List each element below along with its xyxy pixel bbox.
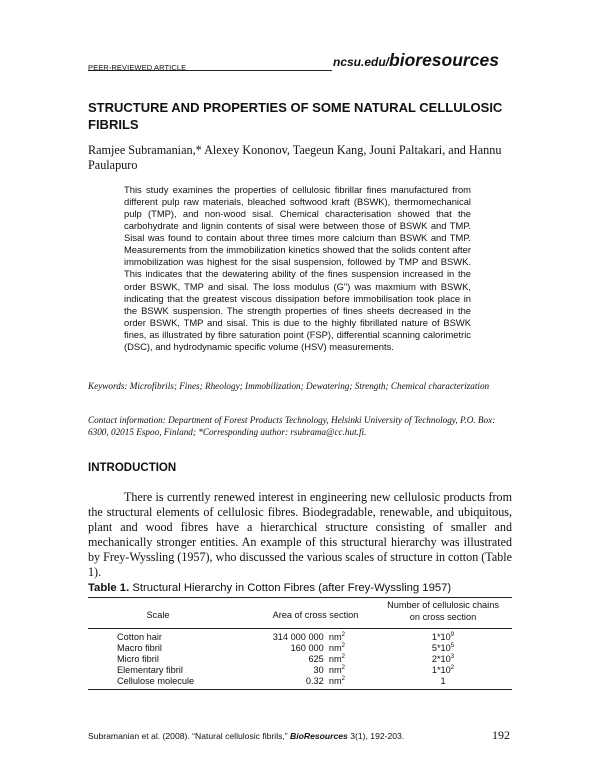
cell-area: 314 000 000 $nm^2$ (272, 632, 345, 642)
table-row (88, 676, 512, 687)
abstract: This study examines the properties of cellulosic fibrillar fines manufactured from different pulp raw materials, bleached softwood kraft (BSWK), thermomechanical pulp (TMP), and non-wood sisal. Chemical characterisation showed that the carbohydrate and lignin contents of sisal were between those of BSWK and TMP. Sisal was found to contain about three times more calcium than BSWK and TMP. Measurements from the immobilization kinetics showed that the solids content after immobilization was highest for the sisal suspension, followed by TMP and BSWK. This indicates that the dewatering ability of the fines suspension increased in the order BSWK, TMP and sisal. The loss modulus (G") was maxmium with BSWK, indicating that the greatest viscous dissipation before immobilisation took place in the BSWK suspension. The strength properties of fines sheets decreased in the order BSWK, TMP and sisal. This is due to the highly fibrillated nature of BSWK fines, as illustrated by fibre saturation point (FSP), differential scanning calorimetric (DSC), and hydrodynamic specific volume (HSV) measurements. (124, 184, 471, 352)
column-header-chains (383, 599, 503, 623)
cell-scale: Macro fibril (117, 643, 162, 653)
keywords: Keywords: Microfibrils; Fines; Rheology; Immobilization; Dewatering; Strength; Chemical characterization (88, 381, 490, 391)
cell-area: 0.32 $nm^2$ (305, 676, 345, 686)
journal-domain: ncsu.edu/ (333, 55, 390, 69)
column-header-scale: Scale (146, 610, 170, 620)
column-header-chains-line1: Number of cellulosic chains (387, 600, 499, 610)
cell-scale: Micro fibril (117, 654, 159, 664)
introduction-paragraph: There is currently renewed interest in engineering new cellulosic products from the structural elements of cellulosic fibres. Biodegradable, renewable, and ubiquitous, plant and wood fibres have a hierarchical structure consisting of smaller and mechanically stronger entities. An example of this structural hierarchy was illustrated by Frey-Wyssling (1957), who discussed the various scales of structure in cotton (Table 1). (88, 490, 512, 580)
cell-scale: Cellulose molecule (117, 676, 195, 686)
page-number: 192 (492, 728, 510, 742)
contact-information: Contact information: Department of Forest Products Technology, Helsinki University of Technology, P.O. Box: 6300, 02015 Espoo, Finland; *Corresponding author: rsubrama@cc.hut.fi. (88, 415, 496, 437)
table-row (88, 654, 512, 665)
footer-journal: BioResources (290, 731, 348, 741)
cell-area: 30 $nm^2$ (313, 665, 345, 675)
table-row (88, 632, 512, 643)
cell-chains: $1*10^9$ (431, 632, 455, 642)
table-bottom-rule (88, 689, 512, 690)
table-caption-text: Structural Hierarchy in Cotton Fibres (after Frey-Wyssling 1957) (129, 582, 452, 594)
column-header-chains-line2: on cross section (409, 612, 477, 622)
author-list: Ramjee Subramanian,* Alexey Kononov, Taegeun Kang, Jouni Paltakari, and Hannu Paulapuro (88, 143, 502, 172)
cell-area: 625 $nm^2$ (308, 654, 345, 664)
cell-chains: $5*10^5$ (431, 643, 455, 653)
table-header-rule (88, 628, 512, 629)
table-row (88, 643, 512, 654)
cell-scale: Elementary fibril (117, 665, 183, 675)
cell-chains: 1 (440, 676, 446, 686)
cell-chains: $2*10^3$ (431, 654, 455, 664)
column-header-area: Area of cross section (272, 610, 359, 620)
table-label: Table 1. (88, 582, 130, 594)
table-top-rule (88, 597, 512, 598)
cell-area: 160 000 $nm^2$ (290, 643, 345, 653)
header-rule (88, 70, 332, 71)
cell-chains: $1*10^2$ (431, 665, 455, 675)
peer-reviewed-label: PEER-REVIEWED ARTICLE (88, 63, 187, 72)
journal-logo (333, 50, 499, 71)
journal-brand: bioresources (389, 50, 499, 70)
table-caption (88, 582, 451, 594)
cell-scale: Cotton hair (117, 632, 162, 642)
footer-citation: Subramanian et al. (2008). “Natural cellulosic fibrils,” BioResources 3(1), 192-203. (88, 731, 405, 741)
introduction-heading: INTRODUCTION (88, 462, 177, 474)
article-title: STRUCTURE AND PROPERTIES OF SOME NATURAL CELLULOSIC FIBRILS (88, 100, 503, 132)
table-row (88, 665, 512, 676)
